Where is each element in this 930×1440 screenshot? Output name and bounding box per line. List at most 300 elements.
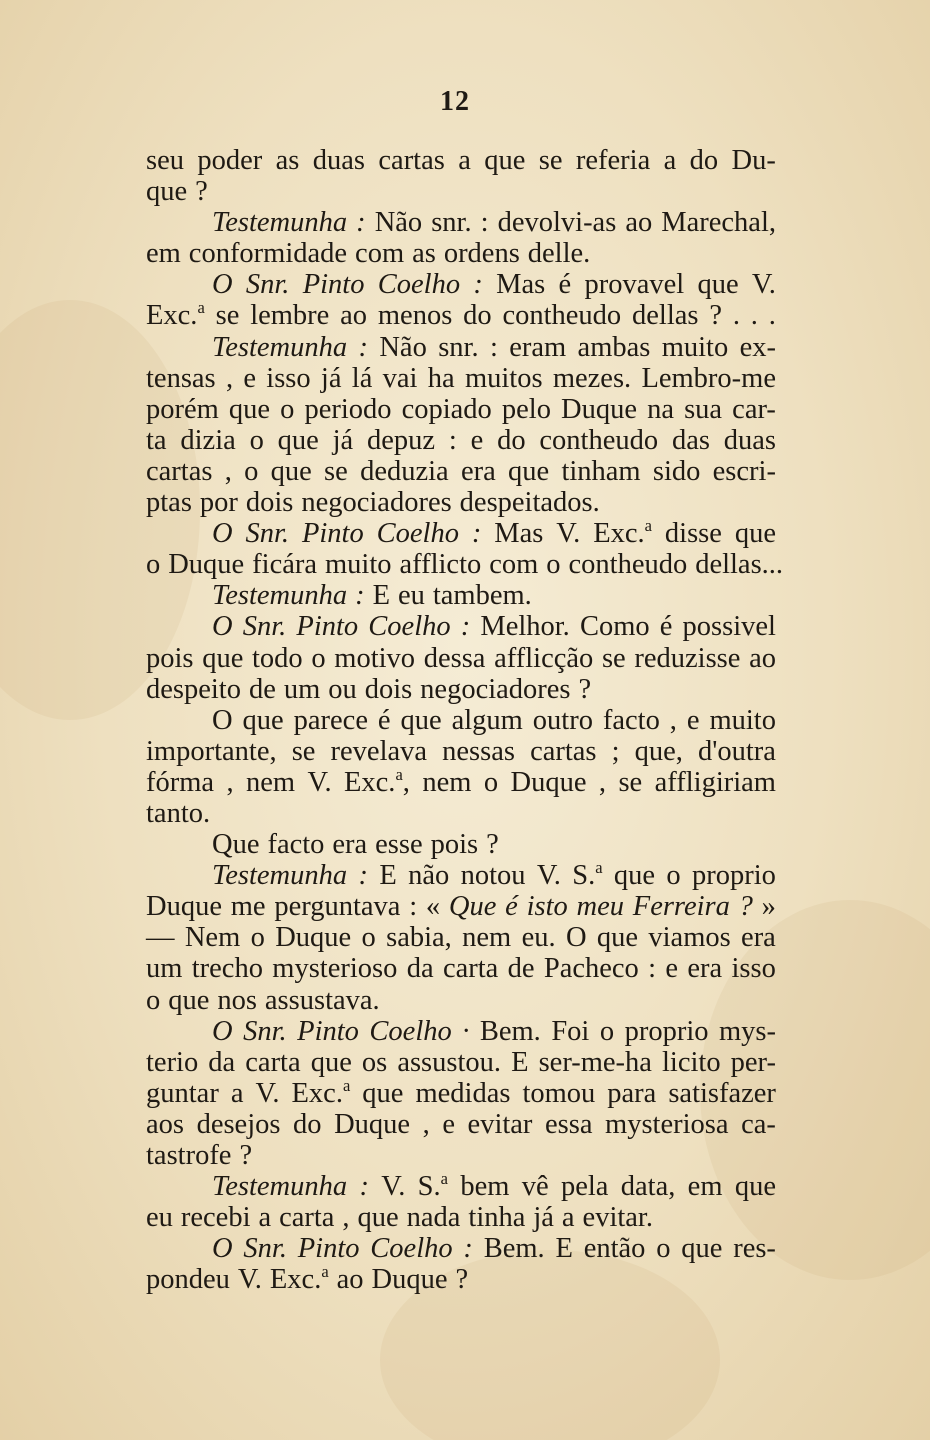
- word: [146, 176, 187, 207]
- word-text: V.: [237, 1264, 262, 1296]
- word-text: cartas: [530, 735, 597, 767]
- word-text: periodo: [304, 393, 392, 425]
- word: [212, 860, 347, 891]
- word-text: Exc.: [146, 300, 198, 332]
- text-line: [146, 611, 776, 642]
- word: [740, 332, 776, 363]
- word-text: era: [332, 829, 368, 861]
- speaker-name: Coelho: [376, 518, 459, 550]
- word-text: per-: [730, 1046, 776, 1078]
- word: [146, 487, 192, 518]
- word-text: ta: [146, 424, 167, 456]
- word: [655, 767, 776, 798]
- word: [577, 891, 624, 922]
- word-text: ?: [578, 673, 592, 705]
- word-text: o: [244, 455, 259, 487]
- text-line: [146, 705, 776, 736]
- word: [146, 674, 241, 705]
- word: [662, 1047, 721, 1078]
- word-text: »: [761, 891, 776, 923]
- word-text: ,: [225, 362, 234, 394]
- word-text: Mas: [496, 269, 546, 301]
- word: [511, 1047, 528, 1078]
- word-text: «: [425, 891, 441, 923]
- word-text: Que: [212, 829, 260, 861]
- word-text: muito: [325, 549, 392, 581]
- word-text: é: [377, 704, 391, 736]
- word: [344, 764, 410, 798]
- word: [709, 300, 722, 331]
- word: [530, 736, 596, 767]
- word: [539, 145, 563, 176]
- word-text: ambas: [577, 331, 651, 363]
- word: [297, 1016, 359, 1047]
- superscript: a: [395, 764, 403, 784]
- text-line: [146, 860, 776, 891]
- word: [189, 238, 347, 269]
- word: [733, 300, 740, 331]
- word: [522, 1171, 549, 1202]
- word-text: e: [442, 1108, 455, 1140]
- word: [367, 425, 435, 456]
- text-line: [146, 1109, 776, 1140]
- word: [690, 145, 719, 176]
- word-text: motivo: [334, 642, 416, 674]
- word: [311, 643, 325, 674]
- word: [407, 1202, 461, 1233]
- word-text: tastrofe: [146, 1140, 232, 1171]
- word-text: ,: [224, 455, 232, 487]
- word-text: Duque: [510, 766, 587, 798]
- word: [369, 1016, 451, 1047]
- word-text: ou: [328, 673, 357, 705]
- word: [465, 363, 543, 394]
- word: [379, 860, 396, 891]
- word-text: que: [596, 922, 639, 954]
- word: [462, 1016, 469, 1047]
- speaker-name: O: [212, 1233, 233, 1265]
- word-text: contheudo: [568, 549, 688, 581]
- word-text: poder: [197, 145, 263, 176]
- word-text: que: [228, 393, 271, 425]
- word: [246, 487, 294, 518]
- word: [599, 767, 606, 798]
- word-text: tanto.: [146, 797, 211, 829]
- word-text: ,: [598, 766, 607, 798]
- word: [468, 1202, 525, 1233]
- speaker-name: :: [358, 331, 368, 363]
- speaker-name: Pinto: [297, 1233, 360, 1265]
- word: [533, 705, 593, 736]
- word: [195, 176, 208, 207]
- text-line: [146, 1140, 776, 1171]
- word: [632, 300, 698, 331]
- word-text: pois: [430, 829, 479, 861]
- word-text: —: [146, 922, 175, 954]
- word-text: se: [291, 735, 316, 767]
- word: [739, 891, 753, 922]
- word: [146, 798, 210, 829]
- word: [461, 456, 496, 487]
- word-text: ,: [422, 1108, 430, 1140]
- word-text: isso: [731, 953, 776, 985]
- word-text: algum: [451, 704, 523, 736]
- word-text: escri-: [712, 455, 776, 487]
- word-text: que: [613, 860, 656, 892]
- word-text: Du-: [731, 145, 776, 176]
- word-text: os: [361, 1046, 388, 1078]
- word: [431, 207, 471, 238]
- word: [687, 953, 722, 984]
- word: [472, 518, 482, 549]
- word-text: a: [230, 1077, 244, 1109]
- word: [665, 953, 678, 984]
- word: [463, 300, 492, 331]
- text-line: [146, 891, 776, 922]
- word: [301, 487, 451, 518]
- word-text: duas: [312, 145, 366, 176]
- word-text: a: [561, 1202, 575, 1234]
- word-text: Melhor.: [480, 611, 570, 643]
- word: [271, 456, 312, 487]
- word-text: :: [489, 331, 498, 363]
- word: [212, 1016, 233, 1047]
- word: [246, 767, 295, 798]
- word: [146, 736, 277, 767]
- word: [180, 425, 235, 456]
- word-text: Não: [379, 331, 427, 363]
- word-text: lembre: [250, 300, 330, 332]
- word: [562, 1202, 575, 1233]
- word: [481, 207, 489, 238]
- word-text: ser-me-ha: [538, 1046, 652, 1078]
- speaker-name: O: [212, 518, 233, 550]
- word-text: tensas: [146, 362, 216, 394]
- word: [660, 611, 673, 642]
- speaker-name: O: [212, 1015, 233, 1047]
- word: [546, 549, 560, 580]
- word-text: já: [533, 1202, 554, 1234]
- word-text: que: [242, 704, 284, 736]
- word: [668, 1078, 776, 1109]
- word: [313, 145, 365, 176]
- word: [146, 1078, 219, 1109]
- word-text: Bem.: [483, 1233, 545, 1265]
- word: [377, 518, 459, 549]
- word-text: nessas: [442, 735, 515, 767]
- word-text: conformidade: [188, 238, 348, 270]
- word: [291, 1075, 351, 1109]
- word-text: da: [406, 953, 434, 985]
- speaker-name: Pinto: [302, 269, 365, 301]
- word-text: ,: [226, 766, 234, 798]
- word: [146, 922, 175, 953]
- word: [359, 1171, 369, 1202]
- speaker-name: Pinto: [301, 518, 364, 550]
- word-text: ,: [669, 704, 677, 736]
- speaker-name: Testemunha: [212, 207, 348, 239]
- word: [265, 985, 380, 1016]
- word: [244, 456, 258, 487]
- word: [146, 1109, 184, 1140]
- word-text: que: [734, 1171, 776, 1203]
- speaker-name: Coelho: [377, 269, 461, 301]
- word: [298, 1233, 360, 1264]
- word: [407, 953, 434, 984]
- word-text: porém: [146, 393, 219, 425]
- word-text: ?: [486, 829, 499, 861]
- word-text: e: [470, 424, 484, 456]
- word-text: dellas...: [695, 549, 784, 581]
- word: [337, 1264, 364, 1295]
- word: [544, 953, 639, 984]
- word-text: Duque: [146, 891, 222, 923]
- word-text: contheudo: [502, 300, 622, 332]
- word-text: que: [270, 455, 312, 487]
- word: [146, 767, 214, 798]
- word: [741, 922, 776, 953]
- word: [362, 1047, 387, 1078]
- word-text: que: [357, 1202, 399, 1234]
- word-text: despeitados.: [459, 487, 600, 519]
- word-text: tambem.: [432, 580, 532, 612]
- word-text: que: [146, 176, 188, 208]
- word: [458, 145, 471, 176]
- word: [741, 1109, 776, 1140]
- speaker-name: Testemunha: [212, 860, 348, 892]
- word: [688, 1171, 723, 1202]
- word-text: dellas: [632, 300, 699, 332]
- word: [146, 1047, 198, 1078]
- speaker-name: Snr.: [245, 269, 290, 301]
- word-text: .: [732, 300, 740, 332]
- speaker-name: O: [212, 269, 233, 301]
- word: [212, 269, 233, 300]
- text-line: [146, 1075, 776, 1109]
- word: [146, 953, 182, 984]
- word-text: que: [681, 1233, 723, 1265]
- word-text: é: [659, 611, 673, 643]
- word-text: nem: [462, 922, 512, 954]
- text-line: [146, 643, 776, 674]
- word-text: possivel: [682, 611, 776, 643]
- word: [561, 456, 640, 487]
- word: [559, 269, 572, 300]
- word-text: contheudo: [539, 424, 659, 456]
- speaker-name: Snr.: [245, 518, 290, 550]
- word: [428, 363, 455, 394]
- word-text: ao: [749, 642, 776, 674]
- word-text: evitar.: [582, 1202, 653, 1234]
- word-text: me: [230, 891, 266, 923]
- word-text: isso: [266, 362, 311, 394]
- word: [146, 425, 167, 456]
- word: [311, 1047, 352, 1078]
- text-line: [146, 176, 776, 207]
- word-text: com: [489, 549, 539, 581]
- word: [665, 518, 722, 549]
- word-text: deduzia: [360, 455, 449, 487]
- word-text: se: [538, 145, 563, 176]
- word-text: carta: [279, 1202, 335, 1234]
- word: [415, 1078, 510, 1109]
- word: [497, 425, 526, 456]
- word-text: Foi: [551, 1015, 590, 1047]
- word: [442, 1109, 455, 1140]
- word: [334, 643, 415, 674]
- word: [146, 891, 222, 922]
- word: [146, 394, 219, 425]
- emphasis: meu: [576, 891, 625, 923]
- word: [168, 549, 244, 580]
- text-line: [146, 1233, 776, 1264]
- word: [698, 736, 776, 767]
- speaker-name: Testemunha: [212, 1171, 348, 1203]
- word: [296, 611, 358, 642]
- word-text: Lembro-me: [641, 362, 776, 394]
- word: [212, 1171, 347, 1202]
- word: [614, 860, 655, 891]
- word-text: por: [199, 487, 238, 519]
- word: [212, 518, 233, 549]
- word-text: o: [361, 922, 376, 954]
- word: [372, 1264, 448, 1295]
- word-text: o: [666, 860, 681, 892]
- text-line: [146, 798, 776, 829]
- word-text: despeito: [146, 673, 241, 705]
- word: [498, 207, 617, 238]
- emphasis: ?: [738, 891, 753, 923]
- superscript: a: [440, 1169, 448, 1189]
- word-text: desejos: [196, 1108, 281, 1140]
- word-text: as: [275, 145, 300, 176]
- word: [713, 456, 776, 487]
- word-text: que: [734, 518, 776, 550]
- word: [146, 238, 181, 269]
- word-text: Bem.: [479, 1015, 541, 1047]
- word: [522, 922, 556, 953]
- word: [212, 580, 347, 611]
- word-text: V.: [255, 1077, 280, 1109]
- word: [331, 736, 428, 767]
- word-text: que: [202, 642, 244, 674]
- word: [342, 1202, 349, 1233]
- word-text: era: [741, 922, 776, 954]
- word: [270, 1264, 329, 1295]
- word-text: eram: [509, 331, 567, 363]
- word-text: nem: [422, 766, 472, 798]
- word: [362, 1078, 403, 1109]
- word-text: terio: [146, 1046, 199, 1078]
- word-text: facto: [267, 829, 325, 861]
- word: [292, 736, 316, 767]
- word: [509, 332, 566, 363]
- word-text: cartas: [378, 145, 445, 176]
- word-text: a: [258, 1202, 272, 1234]
- word-text: da: [208, 1046, 236, 1078]
- word-text: muitos: [464, 362, 543, 394]
- word: [365, 674, 413, 705]
- word-text: ?: [195, 176, 208, 208]
- word: [695, 549, 783, 580]
- word-text: devolvi-as: [497, 207, 617, 239]
- word: [358, 1202, 399, 1233]
- word: [378, 269, 460, 300]
- word: [246, 269, 290, 300]
- word: [672, 425, 710, 456]
- word: [146, 643, 194, 674]
- word-text: já: [320, 362, 342, 394]
- word: [217, 985, 257, 1016]
- word-text: que: [310, 1046, 352, 1078]
- speaker-name: Testemunha: [212, 580, 348, 612]
- word-text: ,: [402, 766, 410, 798]
- word-text: dessa: [423, 642, 486, 674]
- word-text: medidas: [415, 1077, 511, 1109]
- emphasis: Ferreira: [632, 891, 730, 923]
- word: [692, 860, 776, 891]
- speaker-name: Snr.: [243, 1015, 287, 1047]
- word-text: ordens: [443, 238, 520, 270]
- word-text: nada: [406, 1202, 461, 1234]
- word: [422, 767, 471, 798]
- word-text: o: [146, 549, 161, 581]
- word-text: que: [484, 145, 526, 176]
- word: [424, 643, 486, 674]
- word: [662, 332, 729, 363]
- word-text: de: [248, 673, 276, 705]
- word: [449, 425, 457, 456]
- word-text: se: [215, 300, 240, 332]
- word-text: o: [146, 984, 161, 1016]
- word: [508, 456, 549, 487]
- word: [460, 1171, 509, 1202]
- word: [569, 549, 688, 580]
- word: [358, 332, 368, 363]
- word-text: provavel: [584, 269, 685, 301]
- word-text: bem: [460, 1171, 510, 1203]
- word-text: o: [249, 424, 264, 456]
- word-text: parece: [293, 704, 368, 736]
- superscript: a: [595, 858, 603, 878]
- word-text: do: [497, 424, 526, 456]
- word-text: d'outra: [698, 735, 776, 767]
- word-text: o: [280, 393, 295, 425]
- word: [484, 145, 525, 176]
- superscript: a: [342, 1075, 351, 1095]
- word: [146, 1140, 231, 1171]
- word: [294, 705, 368, 736]
- word: [293, 1109, 322, 1140]
- word-text: carta: [245, 1046, 301, 1078]
- word-text: licito: [662, 1046, 721, 1078]
- word-text: nos: [217, 984, 257, 1016]
- text-line: [146, 269, 776, 300]
- word: [249, 674, 276, 705]
- word-text: E: [511, 1046, 529, 1078]
- word: [146, 1264, 230, 1295]
- word: [375, 829, 422, 860]
- word: [212, 705, 233, 736]
- word: [433, 580, 532, 611]
- word: [670, 705, 677, 736]
- word: [484, 767, 498, 798]
- word: [181, 1202, 251, 1233]
- word-text: ao: [336, 1264, 364, 1296]
- word-text: e: [243, 362, 256, 394]
- word: [502, 300, 621, 331]
- word-text: sabia,: [386, 922, 452, 954]
